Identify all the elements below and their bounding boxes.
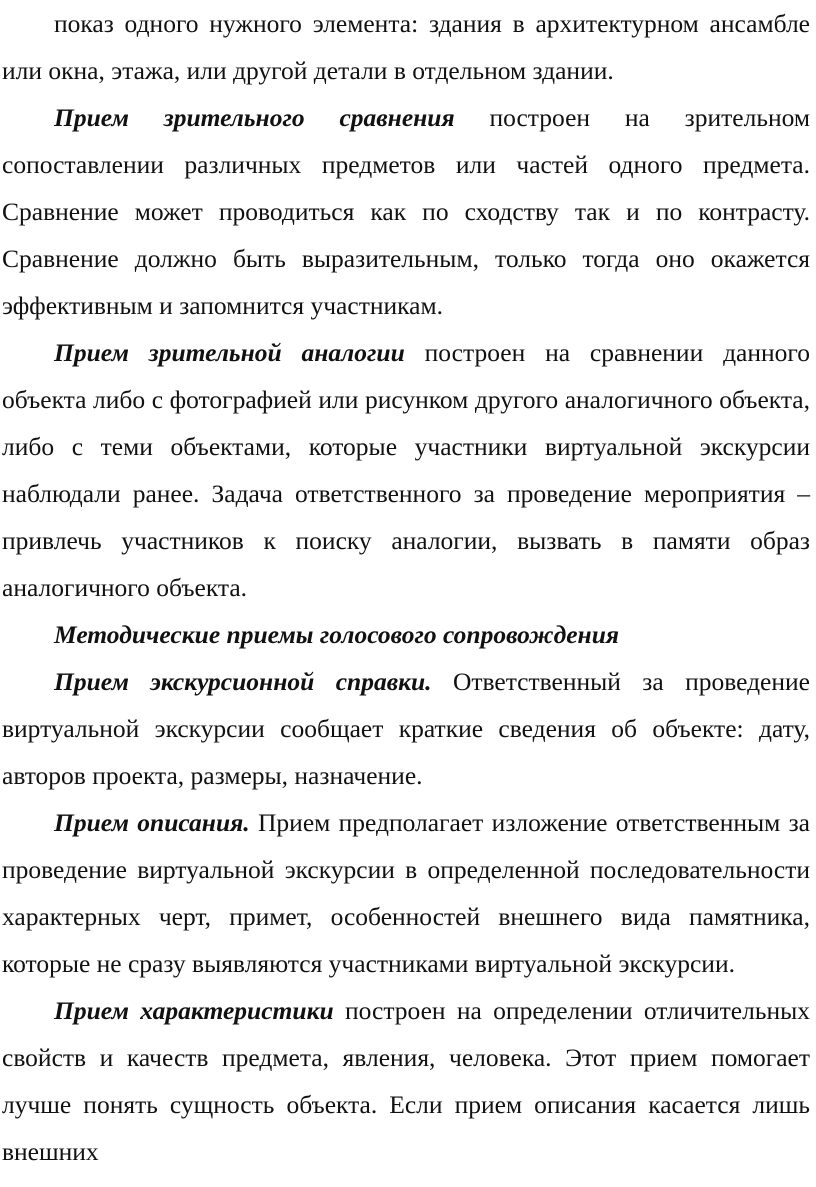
paragraph-characteristic xyxy=(2,987,810,1175)
paragraph-visual-comparison xyxy=(2,94,810,329)
paragraph-text: построен на сравнении данного объекта либо с фотографией или рисунком другого аналогичного объекта, либо с теми объектами, которые участники виртуальной экскурсии наблюдали ранее. Задача ответственного за проведение мероприятия – привлечь участников к поиску аналогии, вызвать в памяти образ аналогичного объекта. xyxy=(2,338,810,602)
paragraph-text: построен на зрительном сопоставлении различных предметов или частей одного предмета. Сравнение может проводиться как по сходству так и по контрасту. Сравнение должно быть выразительным, только тогда оно окажется эффективным и запомнится участникам. xyxy=(2,103,810,320)
paragraph-lead: Прием характеристики xyxy=(54,996,334,1025)
paragraph-text: показ одного нужного элемента: здания в архитектурном ансамбле или окна, этажа, или другой детали в отдельном здании. xyxy=(2,9,810,85)
paragraph-excursion-reference xyxy=(2,658,810,799)
paragraph-lead: Прием описания. xyxy=(54,808,250,837)
section-heading: Методические приемы голосового сопровождения xyxy=(54,620,620,649)
paragraph-text: Ответственный за проведение виртуальной экскурсии сообщает краткие сведения об объекте: дату, авторов проекта, размеры, назначение. xyxy=(2,667,810,790)
paragraph-description xyxy=(2,799,810,987)
paragraph-visual-analogy xyxy=(2,329,810,611)
paragraph-lead: Прием экскурсионной справки. xyxy=(54,667,432,696)
paragraph-lead: Прием зрительного сравнения xyxy=(54,103,455,132)
paragraph-text: Прием предполагает изложение ответственным за проведение виртуальной экскурсии в определенной последовательности характерных черт, примет, особенностей внешнего вида памятника, которые не сразу выявляются участниками виртуальной экскурсии. xyxy=(2,808,810,978)
paragraph-continuation xyxy=(2,0,810,94)
paragraph-text: построен на определении отличительных свойств и качеств предмета, явления, человека. Этот прием помогает лучше понять сущность объекта. Если прием описания касается лишь внешних xyxy=(2,996,810,1166)
paragraph-lead: Прием зрительной аналогии xyxy=(54,338,405,367)
